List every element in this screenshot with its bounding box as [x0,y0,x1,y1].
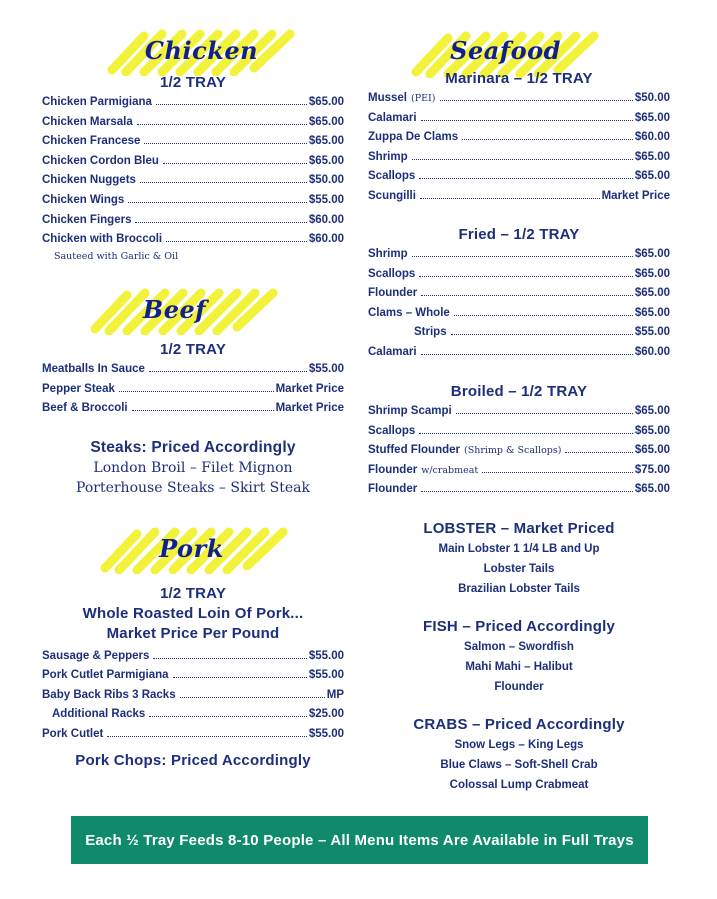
menu-item-row [42,116,344,132]
menu-item-price: $55.00 [308,669,344,682]
dot-leader [462,139,633,140]
menu-item-price: $65.00 [308,154,344,167]
menu-item-row [368,112,670,128]
menu-item-price: $65.00 [634,306,670,319]
dot-leader [456,413,633,414]
menu-item-name: Chicken Fingers [42,213,132,226]
dot-leader [419,276,633,277]
crabs-line-3: Colossal Lump Crabmeat [449,779,589,791]
dot-leader [412,159,633,160]
menu-item-price: $65.00 [308,135,344,148]
menu-item-name: Pork Cutlet [42,727,104,740]
menu-item-name: Flounder [368,483,418,495]
menu-item-row [42,155,344,171]
dot-leader [140,182,307,183]
dot-leader [107,736,306,737]
menu-item-row [42,728,344,744]
menu-item-name: Scallops [368,424,416,437]
chicken-note: Sauteed with Garlic & Oil [54,251,179,262]
menu-item-row [42,194,344,210]
menu-item-price: $60.00 [308,233,344,246]
menu-item-row [42,96,344,112]
menu-item-price: $60.00 [634,346,670,358]
fish-line-3: Flounder [494,681,544,693]
steaks-line-1: London Broil – Filet Mignon [93,460,293,476]
pork-chops-heading: Pork Chops: Priced Accordingly [75,752,311,769]
dot-leader [565,452,632,453]
dot-leader [153,658,306,659]
menu-item-price: $55.00 [308,363,344,375]
dot-leader [412,256,633,257]
dot-leader [421,354,633,355]
dot-leader [419,433,633,434]
menu-item-row [368,483,670,499]
menu-item-name: Pepper Steak [42,382,115,395]
crabs-heading: CRABS – Priced Accordingly [413,716,625,733]
menu-item-price: $55.00 [308,650,344,662]
dot-leader [180,697,325,698]
menu-item-row [42,214,344,230]
menu-item-row [42,233,344,249]
lobster-line-3: Brazilian Lobster Tails [458,583,580,595]
seafood-title: Seafood [450,36,561,65]
menu-item-name: Chicken Marsala [42,115,133,128]
dot-leader [163,163,307,164]
menu-item-price: $65.00 [634,170,670,183]
lobster-line-2: Lobster Tails [483,563,555,575]
menu-item-row [368,287,670,303]
dot-leader [419,178,633,179]
menu-item-name: Flounder [368,287,418,300]
menu-item-name: Scallops [368,267,416,280]
broiled-heading: Broiled – 1/2 TRAY [450,383,588,400]
fried-heading: Fried – 1/2 TRAY [458,226,580,243]
menu-item-row [368,92,670,108]
menu-item-row [42,174,344,190]
menu-item-price: $75.00 [634,463,670,476]
menu-item-row [368,405,670,421]
menu-item-row [42,669,344,685]
menu-item-price: $65.00 [634,424,670,437]
menu-item-name: Chicken with Broccoli [42,233,163,246]
menu-item-row [42,689,344,705]
menu-item-price: $65.00 [308,115,344,128]
menu-item-row [42,650,344,666]
menu-item-name: Beef & Broccoli [42,402,128,414]
chicken-title: Chicken [144,36,259,65]
fish-line-2: Mahi Mahi – Halibut [465,661,573,673]
menu-item-name: Calamari [368,111,417,124]
fish-line-1: Salmon – Swordfish [464,641,574,653]
menu-item-name: Chicken Cordon Bleu [42,154,159,167]
pork-roast-line-1: Whole Roasted Loin Of Pork... [82,605,304,622]
menu-item-price: $65.00 [634,444,670,456]
menu-item-name: Stuffed Flounder [368,444,460,456]
menu-item-row [368,268,670,284]
crabs-line-2: Blue Claws – Soft-Shell Crab [440,759,598,771]
marinara-heading: Marinara – 1/2 TRAY [445,70,593,87]
menu-item-row [42,135,344,151]
menu-item-name: Clams – Whole [368,306,450,319]
dot-leader [454,315,633,316]
menu-item-price: Market Price [601,190,670,202]
steaks-line-2: Porterhouse Steaks – Skirt Steak [75,480,311,496]
menu-item-row [368,151,670,167]
chicken-tray-heading: 1/2 TRAY [159,74,227,91]
menu-item-price: $60.00 [634,131,670,144]
menu-item-row [368,170,670,186]
menu-item-price: $50.00 [634,92,670,104]
pork-title: Pork [159,534,224,563]
dot-leader [128,202,306,203]
menu-item-price: Market Price [275,402,344,414]
menu-item-row [368,307,670,323]
dot-leader [119,391,274,392]
dot-leader [156,104,307,105]
menu-item-name: Shrimp Scampi [368,405,452,417]
dot-leader [166,241,307,242]
dot-leader [421,120,633,121]
menu-item-price: $50.00 [308,174,344,187]
menu-item-name: Baby Back Ribs 3 Racks [42,688,176,701]
beef-tray-heading: 1/2 TRAY [159,341,227,358]
menu-item-name: Sausage & Peppers [42,650,150,662]
menu-item-price: $65.00 [634,483,670,495]
menu-item-row [414,326,670,342]
crabs-line-1: Snow Legs – King Legs [454,739,584,751]
menu-item-name: Pork Cutlet Parmigiana [42,669,169,682]
menu-item-price: $65.00 [634,111,670,124]
menu-item-note: (Shrimp & Scallops) [464,445,562,456]
menu-item-row [368,425,670,441]
menu-item-name: Chicken Parmigiana [42,96,152,108]
menu-item-price: $55.00 [308,727,344,740]
lobster-line-1: Main Lobster 1 1/4 LB and Up [438,543,600,555]
menu-item-price: $65.00 [634,267,670,280]
dot-leader [421,295,633,296]
menu-item-name: Shrimp [368,150,408,163]
menu-item-name: Chicken Francese [42,135,141,148]
menu-item-price: $65.00 [634,150,670,163]
dot-leader [451,334,633,335]
fish-heading: FISH – Priced Accordingly [423,618,615,635]
menu-item-name: Calamari [368,346,417,358]
menu-item-name: Zuppa De Clams [368,131,459,144]
menu-item-name: Flounder [368,463,418,476]
dot-leader [420,198,600,199]
menu-item-price: $55.00 [634,326,670,339]
pork-tray-heading: 1/2 TRAY [159,585,227,602]
menu-item-name: Additional Racks [52,708,146,721]
menu-item-note: (PEI) [411,93,436,104]
menu-item-row [42,402,344,418]
lobster-heading: LOBSTER – Market Priced [423,520,615,537]
dot-leader [137,124,307,125]
menu-item-price: $65.00 [634,287,670,300]
steaks-heading: Steaks: Priced Accordingly [90,439,296,456]
menu-item-name: Scungilli [368,190,416,202]
dot-leader [482,472,633,473]
menu-item-name: Mussel [368,92,407,104]
dot-leader [173,677,307,678]
dot-leader [135,222,306,223]
dot-leader [421,491,633,492]
menu-item-price: $65.00 [634,405,670,417]
menu-item-price: $60.00 [308,213,344,226]
tray-info-banner: Each ½ Tray Feeds 8-10 People – All Menu Items Are Available in Full Trays [71,816,648,864]
menu-item-row [368,190,670,206]
menu-item-price: $65.00 [634,248,670,260]
menu-item-price: $25.00 [308,708,344,721]
dot-leader [440,100,633,101]
menu-item-name: Meatballs In Sauce [42,363,145,375]
dot-leader [132,410,274,411]
menu-item-price: MP [326,688,344,701]
menu-item-price: Market Price [275,382,344,395]
menu-item-price: $55.00 [308,194,344,206]
dot-leader [149,716,307,717]
menu-item-row [368,444,670,460]
menu-item-row [42,383,344,399]
menu-item-row [368,346,670,362]
menu-item-name: Chicken Nuggets [42,174,136,187]
dot-leader [144,143,306,144]
menu-item-row [368,248,670,264]
menu-item-row [368,464,670,480]
menu-item-name: Strips [414,326,447,339]
menu-item-price: $65.00 [308,96,344,108]
menu-item-note: w/crabmeat [421,464,479,476]
menu-item-row [368,131,670,147]
menu-item-name: Shrimp [368,248,408,260]
menu-item-name: Scallops [368,170,416,183]
dot-leader [149,371,307,372]
pork-roast-line-2: Market Price Per Pound [106,625,280,642]
menu-item-row [42,363,344,379]
menu-item-name: Chicken Wings [42,194,125,206]
beef-title: Beef [142,295,207,324]
menu-item-row [52,708,344,724]
